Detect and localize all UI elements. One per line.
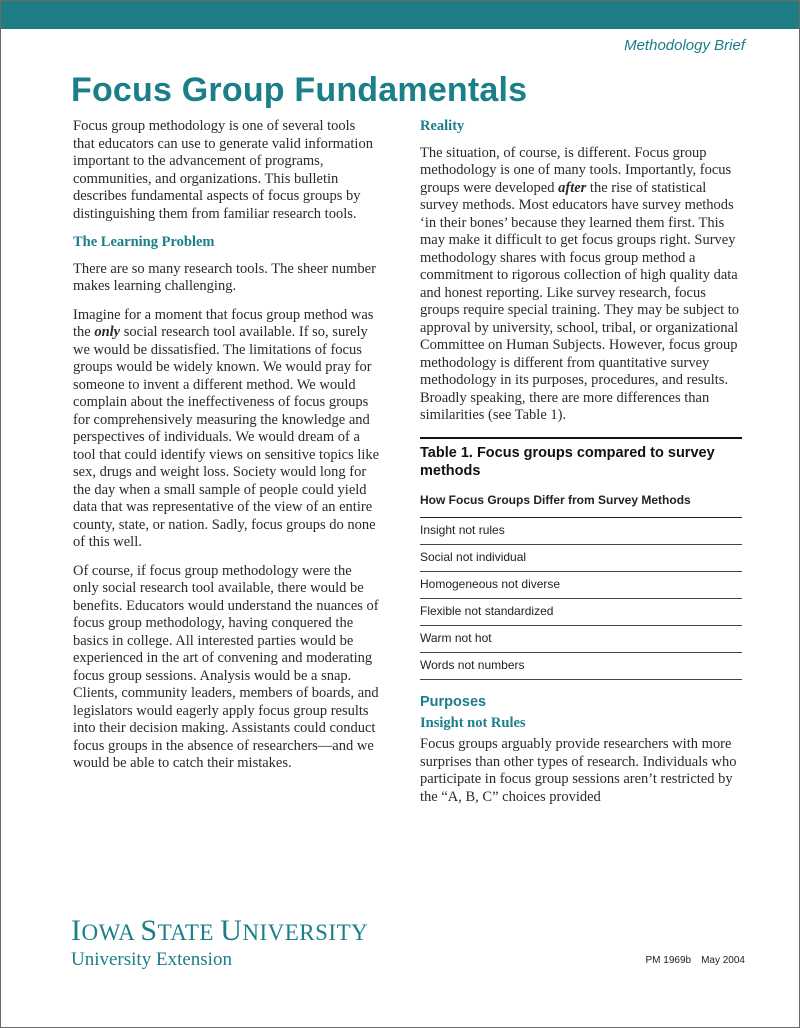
- left-column: [73, 118, 380, 784]
- reality-text-after: the rise of statistical survey methods. Most educators have survey methods ‘in their bones’ because they learned them first. This may make it difficult to get focus groups right. Survey methodology shares with focus group method a commitment to rigorous collection of high quality data and honest reporting. Like survey research, focus groups require special training. They may be subject to approval by university, school, tribal, or organizational Committee on Human Subjects. However, focus group methodology is different from quantitative survey methodology in its purposes, procedures, and results. Broadly speaking, there are more differences than similarities (see Table 1).: [420, 179, 740, 423]
- publication-number: PM 1969b: [645, 955, 692, 966]
- table-cell: Social not individual: [420, 545, 742, 572]
- intro-paragraph: Focus group methodology is one of several tools that educators can use to generate valid information important to the advancement of programs, communities, and organizations. This bulletin describes fundamental aspects of focus groups by distinguishing them from familiar research tools.: [73, 118, 373, 222]
- reality-emphasis: after: [558, 179, 587, 196]
- table-cell: Words not numbers: [420, 653, 742, 680]
- page-title: Focus Group Fundamentals: [71, 71, 528, 109]
- table-header-row: [420, 492, 742, 518]
- top-color-bar: [1, 1, 799, 29]
- insight-heading: Insight not Rules: [420, 714, 526, 731]
- table-row: [420, 626, 742, 653]
- p2-text-before: Imagine for a moment that focus group method was the: [73, 306, 374, 340]
- table-row: [420, 545, 742, 572]
- p2-text-after: social research tool available. If so, surely we would be dissatisfied. The limitations of focus groups would be widely known. We would pray for someone to invent a different method. We would complain about the ineffectiveness of focus groups for comprehensively measuring the knowledge and perspectives of individuals. We would dream of a tool that could identify views on sensitive topics like sex, drugs and weight loss. Society would long for the day when a small sample of people could yield data that was representative of the view of an entire county, state, or nation. Sadly, focus groups do none of this well.: [73, 324, 380, 550]
- right-column: [420, 118, 740, 817]
- table-header-cell: How Focus Groups Differ from Survey Methods: [420, 492, 742, 518]
- learning-paragraph-1: There are so many research tools. The sheer number makes learning challenging.: [73, 260, 376, 294]
- wordmark-rest-3: NIVERSITY: [242, 920, 369, 945]
- table-cell: Warm not hot: [420, 626, 742, 653]
- comparison-table-block: [420, 437, 740, 681]
- series-label: Methodology Brief: [624, 37, 745, 54]
- publication-date: May 2004: [701, 955, 745, 966]
- university-logo: [71, 915, 368, 971]
- reality-paragraph: [420, 145, 740, 425]
- learning-problem-heading: The Learning Problem: [73, 234, 215, 250]
- reality-text-before: The situation, of course, is different. Focus group methodology is one of many tools. Importantly, focus groups were developed: [420, 144, 732, 196]
- university-wordmark: [71, 915, 368, 949]
- reality-heading: Reality: [420, 118, 465, 134]
- table-cell: Insight not rules: [420, 518, 742, 545]
- purposes-heading: Purposes: [420, 694, 487, 710]
- comparison-table: [420, 492, 742, 681]
- table-cell: Flexible not standardized: [420, 599, 742, 626]
- wordmark-initial-2: S: [140, 914, 158, 947]
- publication-info: [645, 955, 745, 966]
- learning-paragraph-2: [73, 307, 380, 552]
- wordmark-initial-3: U: [220, 914, 243, 947]
- wordmark-rest-2: TATE: [157, 920, 221, 945]
- table-row: [420, 572, 742, 599]
- insight-paragraph: Focus groups arguably provide researchers with more surprises than other types of research. Individuals who participate in focus group sessions aren’t restricted by the “A, B, C” choices provided: [420, 736, 737, 805]
- table-row: [420, 653, 742, 680]
- table-row: [420, 599, 742, 626]
- extension-label: University Extension: [71, 949, 232, 970]
- wordmark-initial-1: I: [71, 914, 82, 947]
- p2-emphasis: only: [94, 324, 121, 340]
- wordmark-rest-1: OWA: [81, 920, 141, 945]
- learning-paragraph-3: Of course, if focus group methodology were the only social research tool available, there would be benefits. Educators would understand the nuances of focus group methodology, having conquered the basics in college. All interested parties would be experienced in the art of convening and moderating focus group sessions. Analysis would be a snap. Clients, community leaders, members of boards, and legislators would eagerly apply focus group results into their decision making. Assistants could conduct focus groups in the absence of researchers—and we would be able to catch their mistakes.: [73, 562, 379, 771]
- table-title: Table 1. Focus groups compared to survey methods: [420, 437, 742, 480]
- table-row: [420, 518, 742, 545]
- table-cell: Homogeneous not diverse: [420, 572, 742, 599]
